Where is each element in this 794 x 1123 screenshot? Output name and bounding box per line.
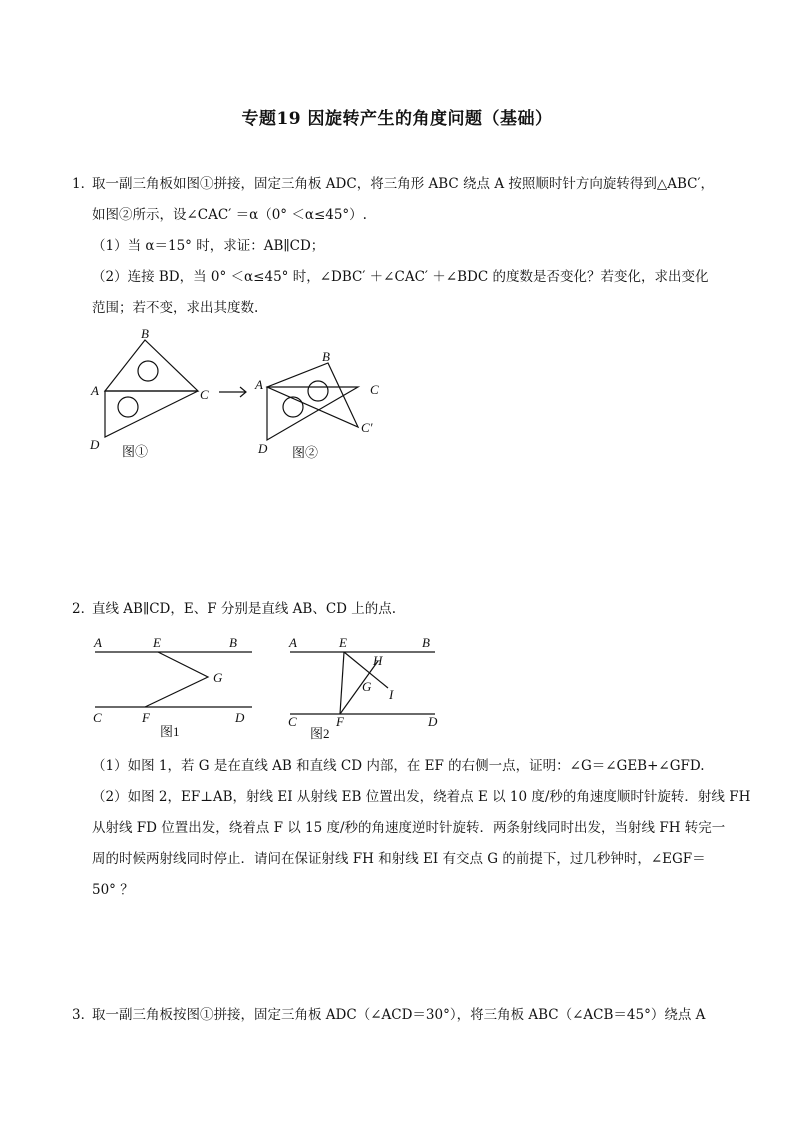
figure-1-caption: 图①: [122, 444, 149, 459]
problem-2-number: 2．: [72, 601, 95, 617]
problem-2-part-2-cont-1: 从射线 FD 位置出发，绕着点 F 以 15 度/秒的角速度逆时针旋转．两条射线同时出发，当射线 FH 转完一: [92, 820, 726, 836]
label-i: I: [389, 687, 394, 702]
label-e: E: [339, 635, 347, 650]
problem-3-line-1: 取一副三角板按图①拼接，固定三角板 ADC（∠ACD＝30°），将三角板 ABC（∠ACB＝45°）绕点 A: [92, 1007, 706, 1023]
figure-2-caption: 图2: [310, 726, 330, 741]
label-c: C: [200, 387, 209, 402]
label-b: B: [229, 635, 237, 650]
problem-1-part-2: （2）连接 BD，当 0° ＜α≤45° 时，∠DBC′ ＋∠CAC′ ＋∠BDC 的度数是否变化？若变化，求出变化: [92, 269, 709, 285]
problem-2-part-2-cont-3: 50° ？: [92, 882, 134, 898]
problem-1-figure-2: [250, 345, 390, 465]
label-b: B: [141, 326, 149, 341]
problem-1-line-2: 如图②所示，设∠CAC′ ＝α（0° ＜α≤45°）.: [92, 207, 367, 223]
label-a: A: [255, 377, 263, 392]
problem-3-number: 3．: [72, 1007, 95, 1023]
label-g: G: [362, 679, 372, 694]
problem-1-part-1: （1）当 α＝15° 时，求证：AB∥CD；: [92, 238, 325, 254]
label-g: G: [213, 670, 223, 685]
label-h: H: [373, 653, 383, 668]
problem-2-figure-1: [90, 633, 260, 743]
label-d: D: [90, 437, 100, 452]
label-c-prime: C′: [361, 420, 373, 435]
label-d: D: [258, 441, 268, 456]
label-c: C: [93, 710, 102, 725]
label-b: B: [422, 635, 430, 650]
problem-2-part-1: （1）如图 1，若 G 是在直线 AB 和直线 CD 内部，在 EF 的右侧一点，证明：∠G＝∠GEB+∠GFD.: [92, 758, 705, 774]
label-a: A: [94, 635, 102, 650]
label-a: A: [91, 383, 99, 398]
label-c: C: [370, 382, 379, 397]
arrow-icon: [218, 385, 250, 399]
label-c: C: [288, 714, 297, 729]
problem-2-line-1: 直线 AB∥CD，E、F 分别是直线 AB、CD 上的点.: [92, 601, 397, 617]
problem-2-part-2: （2）如图 2，EF⊥AB，射线 EI 从射线 EB 位置出发，绕着点 E 以 10 度/秒的角速度顺时针旋转．射线 FH: [92, 789, 751, 805]
label-d: D: [428, 714, 438, 729]
page-title: 专题19 因旋转产生的角度问题（基础）: [241, 109, 553, 129]
problem-1-line-1: 取一副三角板如图①拼接，固定三角板 ADC，将三角形 ABC 绕点 A 按照顺时针方向旋转得到△ABC′，: [92, 176, 715, 192]
problem-2-part-2-cont-2: 周的时候两射线同时停止．请问在保证射线 FH 和射线 EI 有交点 G 的前提下，过几秒钟时，∠EGF＝: [92, 851, 706, 867]
figure-1-caption: 图1: [160, 724, 180, 739]
label-f: F: [142, 710, 150, 725]
label-b: B: [322, 349, 330, 364]
problem-1-number: 1．: [72, 176, 95, 192]
problem-1-figure-1: [80, 325, 230, 465]
label-d: D: [235, 710, 245, 725]
label-a: A: [289, 635, 297, 650]
label-f: F: [336, 714, 344, 729]
problem-1-part-2-cont: 范围；若不变，求出其度数.: [92, 300, 259, 316]
figure-2-caption: 图②: [292, 445, 319, 460]
problem-2-figure-2: [285, 633, 455, 743]
label-e: E: [153, 635, 161, 650]
